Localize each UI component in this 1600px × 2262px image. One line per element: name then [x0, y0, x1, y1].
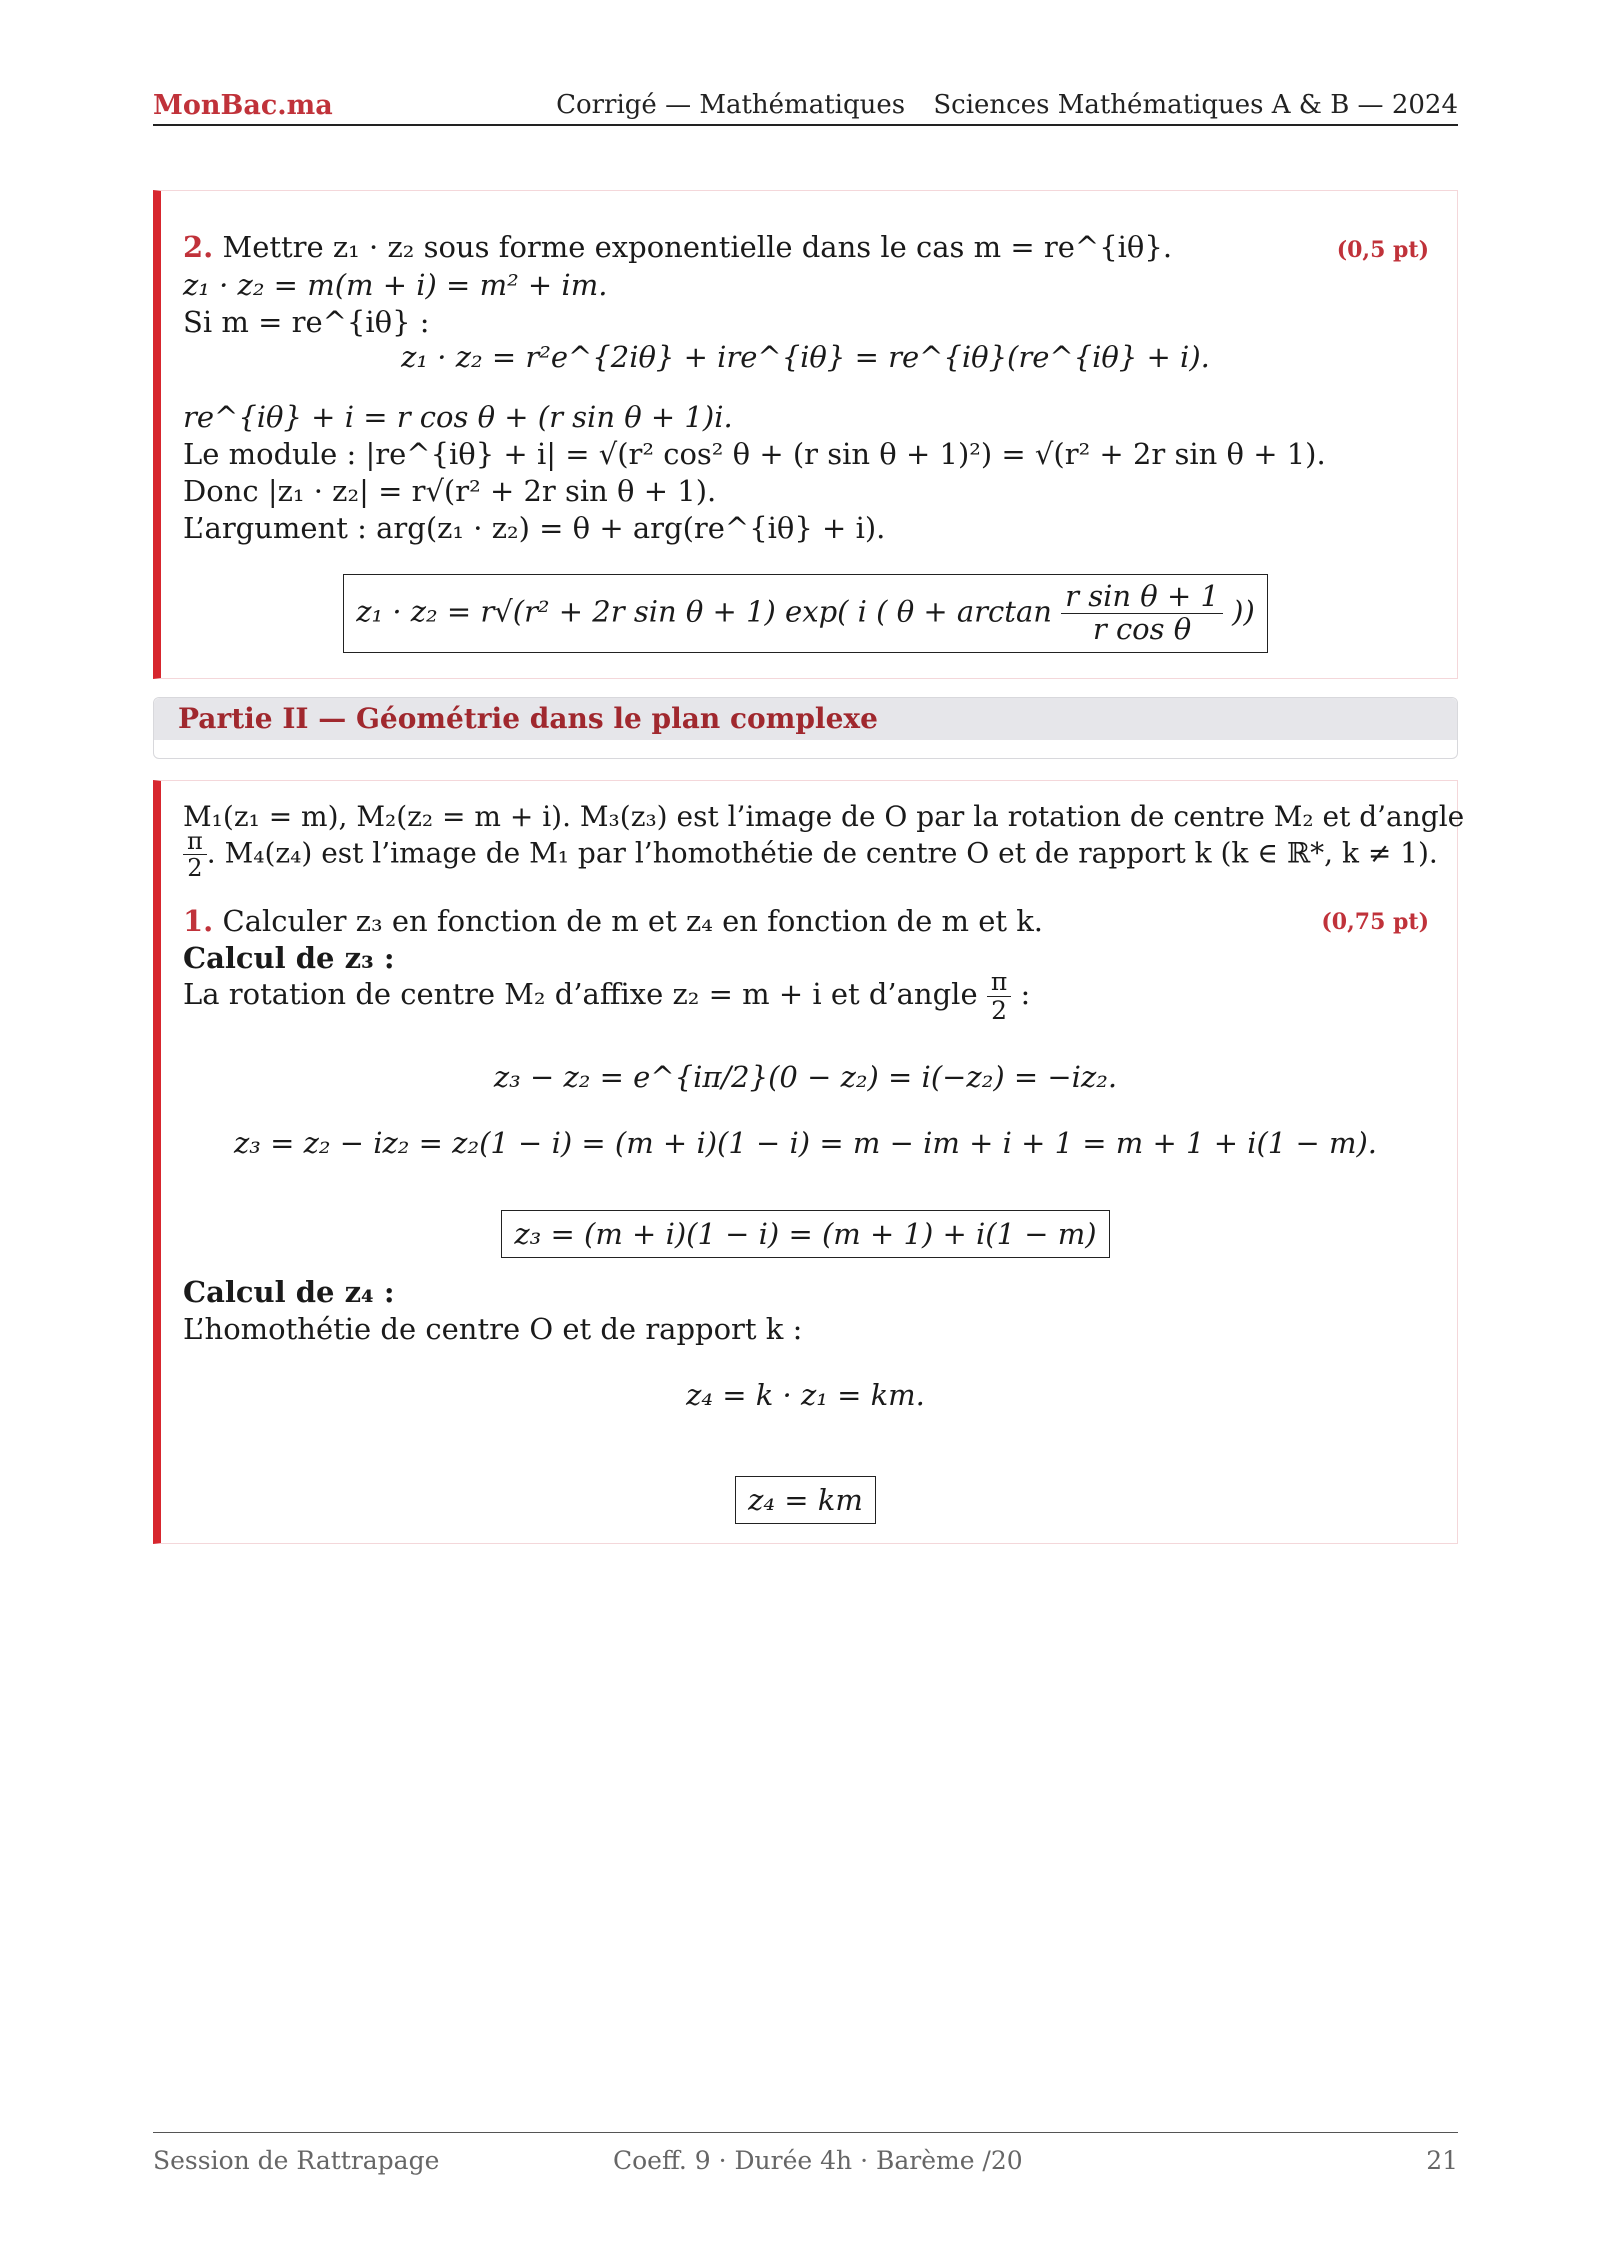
q2-line-4: Le module : |re^{iθ} + i| = √(r² cos² θ + (r sin θ + 1)²) = √(r² + 2r sin θ + 1).: [183, 437, 1326, 471]
q2-result-denominator: r cos θ: [1092, 611, 1192, 646]
question-2-statement: [183, 230, 1172, 264]
header-subject: Corrigé — Mathématiques: [556, 90, 906, 120]
intro-fraction-numerator: π: [183, 828, 207, 855]
header-title: [536, 90, 1458, 120]
z4-result-row: [153, 1476, 1458, 1524]
footer-rule: [153, 2132, 1458, 2133]
z4-result-box: z₄ = km: [735, 1476, 876, 1524]
z4-equation: z₄ = k · z₁ = km.: [686, 1378, 925, 1412]
z3-result-box: z₃ = (m + i)(1 − i) = (m + 1) + i(1 − m): [501, 1210, 1109, 1258]
section-header: [153, 697, 1458, 759]
question-2-points: (0,5 pt): [1336, 237, 1429, 263]
rotation-fraction: [987, 968, 1011, 1024]
q2-line-2: Si m = re^{iθ} :: [183, 305, 430, 339]
calc-z3-heading: Calcul de z₃ :: [183, 941, 395, 975]
brand-logo[interactable]: MonBac.ma: [153, 90, 333, 121]
page-number: 21: [1426, 2146, 1458, 2175]
partII-intro-1: M₁(z₁ = m), M₂(z₂ = m + i). M₃(z₃) est l’image de O par la rotation de centre M₂ et d’angle: [183, 800, 1465, 833]
question-1-statement: [183, 904, 1043, 938]
q2-line-6: L’argument : arg(z₁ · z₂) = θ + arg(re^{iθ} + i).: [183, 511, 886, 545]
question-1-points: (0,75 pt): [1321, 909, 1429, 935]
q2-result-right: )): [1232, 594, 1255, 629]
footer-info: Coeff. 9 · Durée 4h · Barème /20: [613, 2146, 1023, 2175]
rotation-fraction-denominator: 2: [991, 995, 1008, 1025]
rotation-fraction-numerator: π: [987, 968, 1011, 997]
section-title: Partie II — Géométrie dans le plan complexe: [178, 702, 878, 735]
q2-line-3: re^{iθ} + i = r cos θ + (r sin θ + 1)i.: [183, 400, 733, 434]
q2-result-row: [153, 574, 1458, 653]
question-2-text: Mettre z₁ · z₂ sous forme exponentielle dans le cas m = re^{iθ}.: [222, 230, 1173, 264]
z3-equation-1: z₃ − z₂ = e^{iπ/2}(0 − z₂) = i(−z₂) = −iz₂.: [493, 1060, 1118, 1094]
header-track: Sciences Mathématiques A & B — 2024: [933, 90, 1458, 120]
intro-fraction: [183, 828, 207, 882]
question-2-number: 2.: [183, 230, 214, 264]
q2-result-box: [343, 574, 1268, 653]
homothety-line: L’homothétie de centre O et de rapport k :: [183, 1312, 803, 1346]
footer-session: Session de Rattrapage: [153, 2146, 440, 2175]
rotation-colon: :: [1020, 977, 1031, 1011]
rotation-line: [183, 968, 1030, 1024]
intro-fraction-denominator: 2: [187, 854, 203, 883]
question-1-number: 1.: [183, 904, 214, 938]
page-header: [153, 88, 1458, 126]
partII-intro-2: [183, 828, 1438, 882]
q2-result-numerator: r sin θ + 1: [1061, 581, 1223, 614]
q2-line-1: z₁ · z₂ = m(m + i) = m² + im.: [183, 268, 608, 302]
intro-text-2: . M₄(z₄) est l’image de M₁ par l’homothétie de centre O et de rapport k (k ∈ ℝ*, k ≠ 1).: [206, 836, 1438, 870]
q2-equation-1: z₁ · z₂ = r²e^{2iθ} + ire^{iθ} = re^{iθ}(re^{iθ} + i).: [401, 340, 1210, 374]
q2-result-fraction: [1061, 581, 1223, 646]
calc-z4-heading: Calcul de z₄ :: [183, 1275, 395, 1309]
q2-line-5: Donc |z₁ · z₂| = r√(r² + 2r sin θ + 1).: [183, 474, 717, 508]
question-1-text: Calculer z₃ en fonction de m et z₄ en fonction de m et k.: [222, 904, 1044, 938]
z3-result-row: [153, 1210, 1458, 1258]
z3-equation-2: z₃ = z₂ − iz₂ = z₂(1 − i) = (m + i)(1 − i) = m − im + i + 1 = m + 1 + i(1 − m).: [233, 1126, 1378, 1160]
rotation-text: La rotation de centre M₂ d’affixe z₂ = m + i et d’angle: [183, 977, 978, 1011]
q2-result-left: z₁ · z₂ = r√(r² + 2r sin θ + 1) exp( i ( θ + arctan: [356, 594, 1052, 629]
partie-2-box: [153, 780, 1458, 1544]
